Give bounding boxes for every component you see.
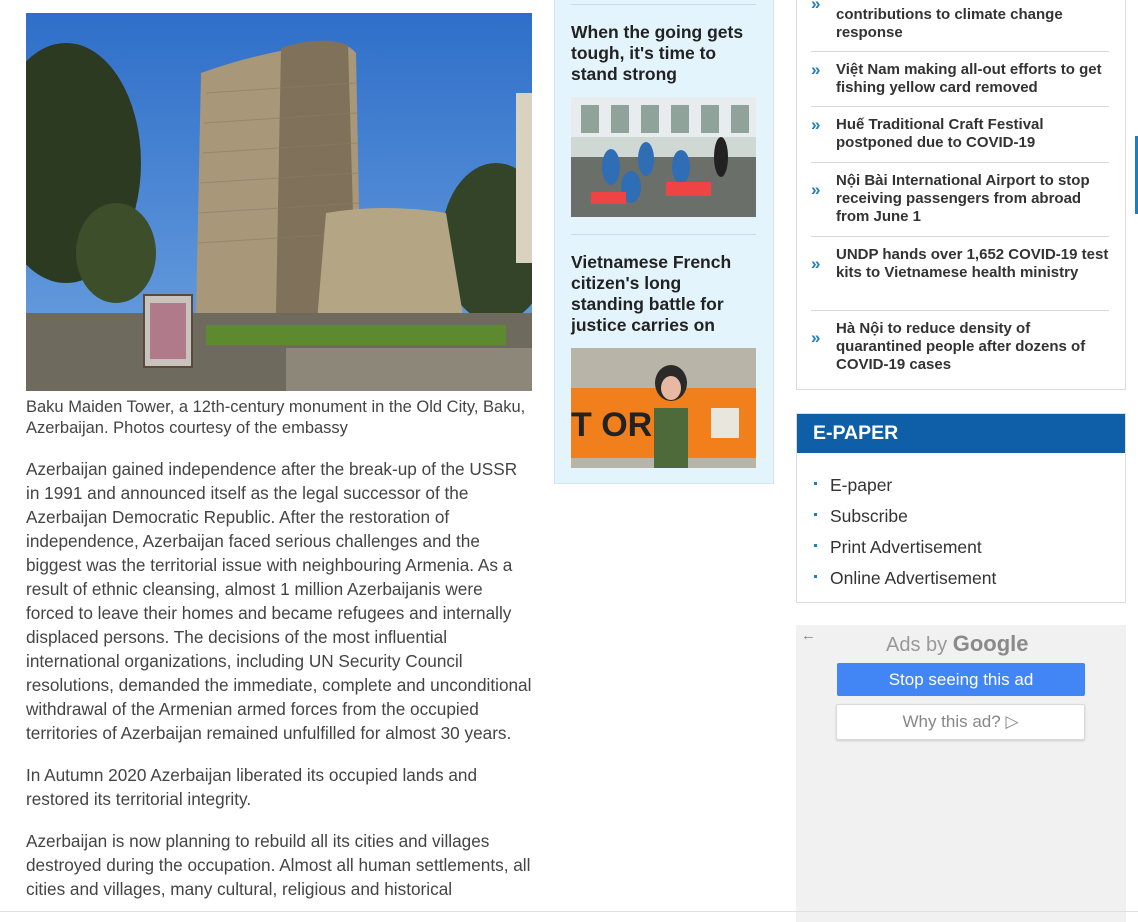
bullet-icon — [814, 513, 817, 516]
bullet-icon — [814, 575, 817, 578]
subscribe-link-label[interactable]: Subscribe — [830, 506, 908, 526]
epaper-heading: E-PAPER — [797, 414, 1125, 453]
double-chevron-icon: » — [811, 60, 821, 79]
ad-panel — [796, 625, 1126, 922]
double-chevron-icon: » — [811, 180, 821, 199]
news-item-title[interactable]: contributions to climate change response — [836, 6, 1063, 41]
double-chevron-icon: » — [811, 328, 821, 347]
subscribe-link[interactable] — [813, 505, 1125, 536]
news-item-title[interactable]: Việt Nam making all-out efforts to get fishing yellow card removed — [836, 61, 1102, 96]
epaper-panel — [796, 413, 1126, 603]
article-paragraph: In Autumn 2020 Azerbaijan liberated its occupied lands and restored its territorial integrity. — [26, 765, 478, 809]
ads-by-google-label — [886, 631, 1029, 657]
stop-seeing-ad-button[interactable]: Stop seeing this ad — [837, 663, 1085, 696]
news-item[interactable] — [811, 237, 1109, 311]
print-advertisement-label[interactable]: Print Advertisement — [830, 537, 982, 557]
divider — [571, 234, 756, 235]
why-this-ad-button[interactable] — [836, 704, 1085, 740]
divider — [571, 4, 756, 5]
ads-by-text: Ads by — [886, 634, 948, 656]
news-item[interactable] — [811, 311, 1109, 385]
latest-news-panel — [796, 0, 1126, 390]
news-item-title[interactable]: Hà Nội to reduce density of quarantined people after dozens of COVID-19 cases — [836, 320, 1086, 373]
epaper-links — [797, 453, 1125, 598]
epaper-link[interactable] — [813, 474, 1125, 505]
double-chevron-icon: » — [811, 254, 821, 273]
news-item-title[interactable]: Nội Bài International Airport to stop receiving passengers from abroad from June 1 — [836, 172, 1090, 225]
related-story-thumbnail[interactable] — [571, 97, 756, 217]
news-item[interactable] — [811, 0, 1109, 52]
google-logo: Google — [952, 631, 1029, 656]
double-chevron-icon: » — [811, 115, 821, 134]
online-advertisement-link[interactable] — [813, 567, 1125, 598]
news-item[interactable] — [811, 163, 1109, 237]
back-arrow-icon[interactable]: ← — [801, 627, 816, 644]
related-story-thumbnail[interactable] — [571, 348, 756, 468]
news-item[interactable] — [811, 52, 1109, 107]
photo-caption: Baku Maiden Tower, a 12th-century monument in the Old City, Baku, Azerbaijan. Photos courtesy of the embassy — [26, 398, 526, 437]
news-item-title[interactable]: Huế Traditional Craft Festival postponed due to COVID-19 — [836, 116, 1044, 151]
play-triangle-icon: ▷ — [1005, 712, 1019, 731]
bullet-icon — [814, 544, 817, 547]
divider — [0, 911, 1138, 912]
related-story-title[interactable]: Vietnamese French citizen's long standing battle for justice carries on — [571, 252, 732, 335]
bullet-icon — [814, 482, 817, 485]
related-stories-panel — [554, 0, 774, 484]
maiden-tower-photo — [26, 13, 532, 391]
related-story[interactable] — [571, 252, 757, 468]
double-chevron-icon: » — [811, 0, 821, 13]
article-body — [26, 13, 532, 901]
related-story[interactable] — [571, 22, 757, 217]
article-paragraph: Azerbaijan is now planning to rebuild all its cities and villages destroyed during the occupation. Almost all human settlements, all cities and villages, many cultural, religious and historical — [26, 831, 531, 899]
online-advertisement-label[interactable]: Online Advertisement — [830, 568, 997, 588]
print-advertisement-link[interactable] — [813, 536, 1125, 567]
why-this-ad-label: Why this ad? — [902, 712, 1001, 731]
article-paragraph: Azerbaijan gained independence after the break-up of the USSR in 1991 and announced itself as the legal successor of the Azerbaijan Democratic Republic. After the restoration of independence, Azerbaijan faced serious challenges and the biggest was the territorial issue with neighbouring Armenia. As a result of ethnic cleansing, almost 1 million Azerbaijanis were forced to leave their homes and became refugees and internally displaced persons. The decisions of the most influential international organizations, including UN Security Council resolutions, demanded the immediate, complete and unconditional withdrawal of the Armenian armed forces from the occupied territories of Azerbaijan remained unfulfilled for almost 30 years. — [26, 459, 532, 743]
svg-text:T OR: T OR — [571, 406, 653, 444]
news-item-title[interactable]: UNDP hands over 1,652 COVID-19 test kits to Vietnamese health ministry — [836, 246, 1109, 281]
news-item[interactable] — [811, 107, 1109, 163]
epaper-link-label[interactable]: E-paper — [830, 475, 893, 495]
related-story-title[interactable]: When the going gets tough, it's time to stand strong — [571, 22, 744, 84]
